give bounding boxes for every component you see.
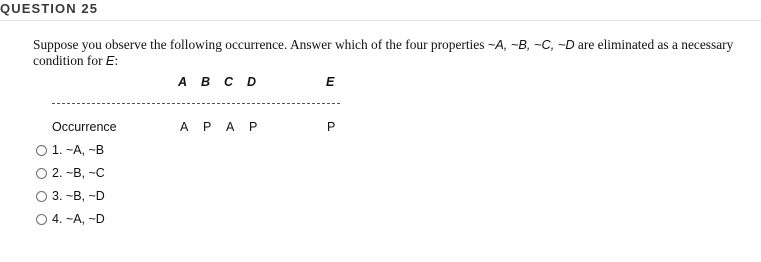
column-header-a: A: [178, 75, 188, 89]
header-divider: [0, 20, 761, 21]
option-label: 1. ~A, ~B: [52, 143, 105, 157]
cell-a: A: [180, 120, 189, 134]
column-header-b: B: [201, 75, 211, 89]
column-header-e: E: [326, 75, 335, 89]
column-header-d: D: [247, 75, 257, 89]
answer-option-2[interactable]: [36, 164, 105, 182]
prompt-properties: ~A, ~B, ~C, ~D: [487, 37, 575, 52]
radio-button[interactable]: [36, 168, 47, 179]
column-header-c: C: [224, 75, 234, 89]
cell-d: P: [249, 120, 258, 134]
answer-option-1[interactable]: [36, 141, 104, 159]
radio-button[interactable]: [36, 214, 47, 225]
answer-option-3[interactable]: [36, 187, 105, 205]
cell-b: P: [203, 120, 212, 134]
prompt-text-end: :: [114, 52, 119, 68]
option-label: 2. ~B, ~C: [52, 166, 105, 180]
question-title: QUESTION 25: [0, 1, 99, 16]
radio-button[interactable]: [36, 145, 47, 156]
prompt-effect: E: [105, 52, 115, 68]
option-label: 3. ~B, ~D: [52, 189, 105, 203]
cell-c: A: [226, 120, 235, 134]
prompt-text: Suppose you observe the following occurrence. Answer which of the four properties: [33, 37, 488, 52]
row-label-occurrence: Occurrence: [52, 120, 117, 134]
cell-e: P: [327, 120, 336, 134]
option-label: 4. ~A, ~D: [52, 212, 105, 226]
table-dashed-divider: [52, 103, 340, 104]
question-prompt: [33, 37, 748, 68]
question-header: [0, 0, 761, 20]
answer-option-4[interactable]: [36, 210, 105, 228]
radio-button[interactable]: [36, 191, 47, 202]
prompt-text-middle: are eliminated as a necessary condition for: [33, 37, 734, 68]
